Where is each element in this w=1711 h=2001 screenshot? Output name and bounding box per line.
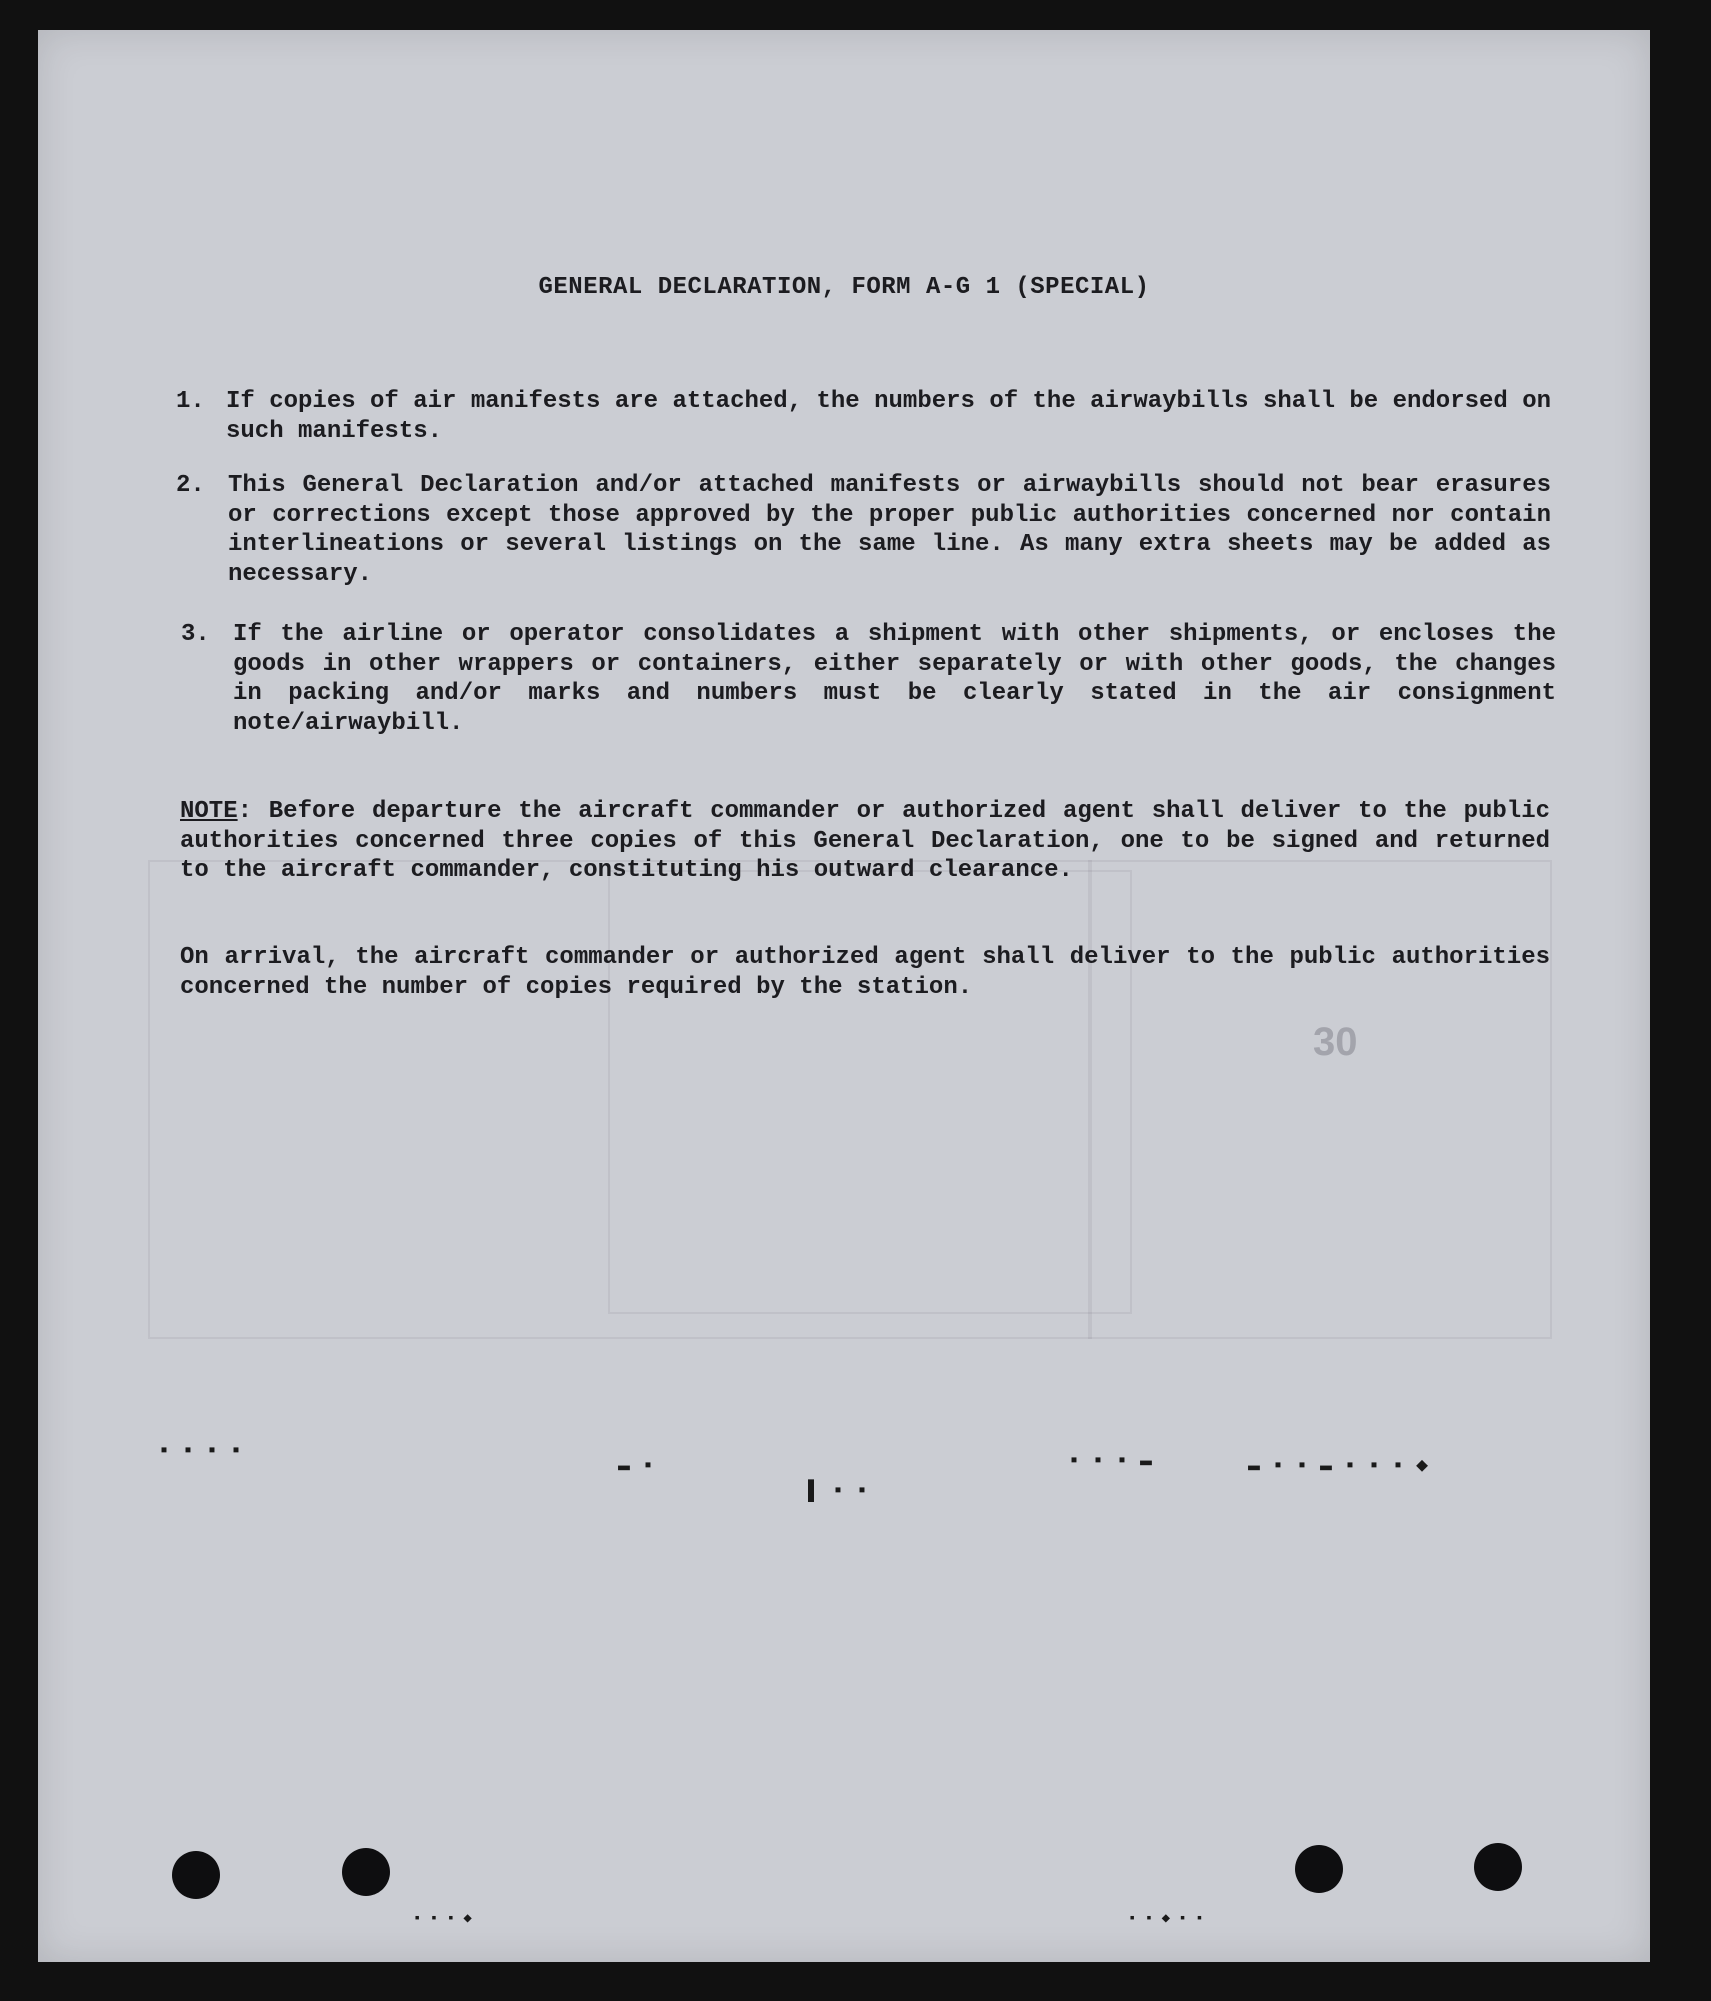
paper-sheet — [38, 30, 1650, 1962]
speck-marks: ▌ ▪ ▪ — [808, 1480, 869, 1503]
punch-hole — [172, 1851, 220, 1899]
speck-marks: ▪ ▪ ◆ ▪ ▪ — [1128, 1911, 1204, 1927]
note-paragraph — [180, 797, 1550, 886]
item-text: If the airline or operator consolidates a shipment with other shipments, or encloses the goods in other wrappers or containers, either separately or with other goods, the changes in packing and/or marks and numbers must be clearly stated in the air consignment note/airwaybill. — [233, 621, 1556, 737]
note-text: Before departure the aircraft commander or authorized agent shall deliver to the public authorities concerned three copies of this General Declaration, one to be signed and returned to the aircraft commander, constituting his outward clearance. — [180, 798, 1550, 884]
speck-marks: ▬ ▪ ▪ ▬ ▪ ▪ ▪ ◆ — [1248, 1455, 1429, 1478]
punch-hole — [1474, 1843, 1522, 1891]
speck-marks: ▪ ▪ ▪ ▪ — [158, 1440, 243, 1463]
item-number: 1. — [176, 388, 205, 415]
document-title: GENERAL DECLARATION, FORM A-G 1 (SPECIAL) — [538, 274, 1150, 301]
stamp-number: 30 — [1313, 1020, 1358, 1064]
note-colon: : — [237, 798, 253, 825]
speck-marks: ▪ ▪ ▪ ▬ — [1068, 1450, 1153, 1473]
item-number: 2. — [176, 472, 205, 499]
punch-hole — [1295, 1845, 1343, 1893]
speck-marks: ▪ ▪ ▪ ◆ — [413, 1911, 472, 1927]
arrival-paragraph: On arrival, the aircraft commander or authorized agent shall deliver to the public authorities concerned the number of copies required by the station. — [180, 944, 1550, 1001]
punch-hole — [342, 1848, 390, 1896]
item-text: This General Declaration and/or attached manifests or airwaybills should not bear erasures or corrections except those approved by the proper public authorities concerned nor contain interlineations or several listings on the same line. As many extra sheets may be added as necessary. — [228, 472, 1551, 588]
speck-marks: ▬ ▪ — [618, 1455, 655, 1478]
note-label: NOTE — [180, 798, 238, 825]
item-text: If copies of air manifests are attached, the numbers of the airwaybills shall be endorsed on such manifests. — [226, 388, 1552, 445]
item-number: 3. — [181, 621, 210, 648]
document-text — [38, 30, 1650, 1962]
